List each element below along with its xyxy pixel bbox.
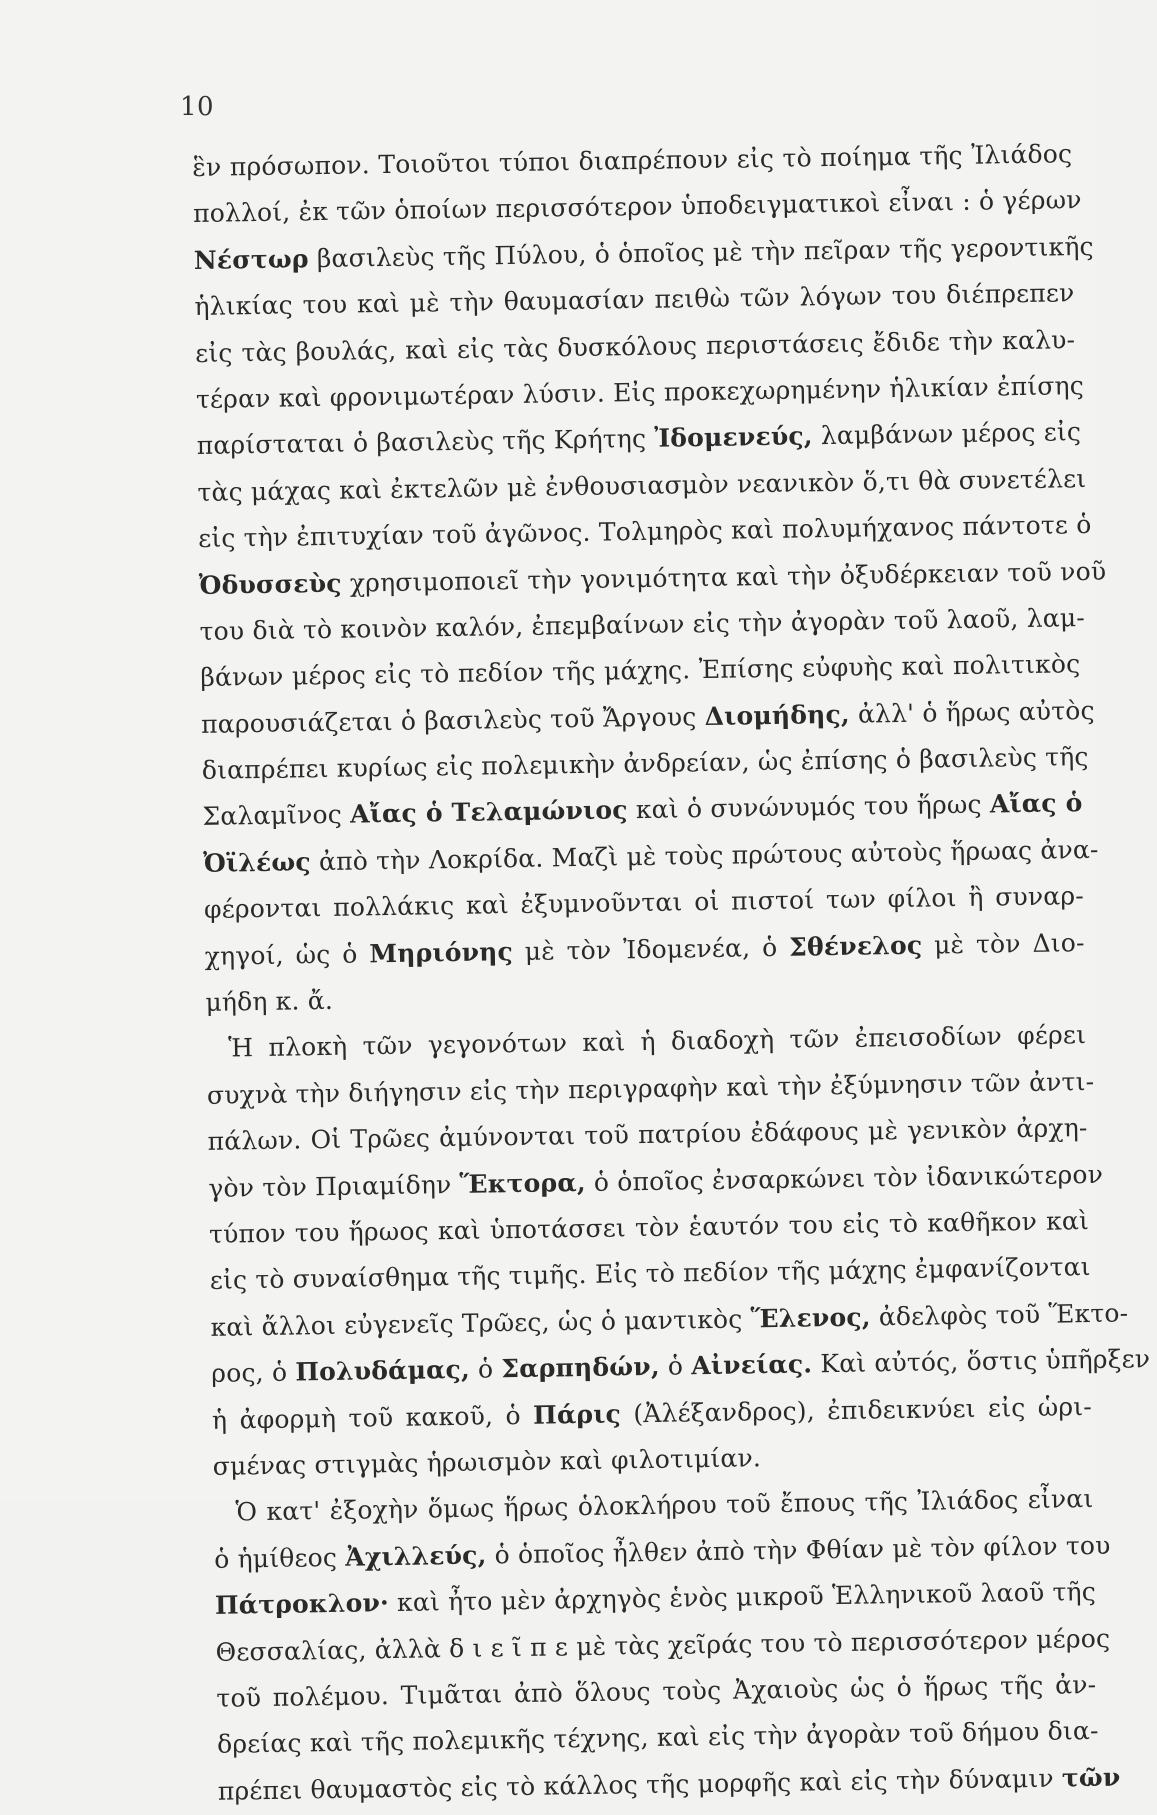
bold-name: Ἕκτορα, <box>459 1167 586 1199</box>
text-run: ὁ <box>469 1354 502 1384</box>
text-run: ρος, ὁ <box>211 1357 296 1389</box>
bold-name: Ἕλενος, <box>750 1302 871 1334</box>
text-run: Καὶ αὐτός, ὅστις ὑπῆρξεν <box>811 1344 1151 1379</box>
text-run: Ἡ πλοκὴ τῶν γεγονότων καὶ ἡ διαδοχὴ τῶν ἐπεισοδίων φέρει <box>227 1020 1087 1063</box>
text-run: ὁ <box>659 1351 692 1381</box>
text-run: μὲ τὸν Διο- <box>922 927 1085 960</box>
text-run: Σαλαμῖνος <box>202 800 351 832</box>
bold-name: Διομήδης, <box>704 699 851 731</box>
text-run: (Ἀλέξανδρος), ἐπιδεικνύει εἰς ὡρι- <box>620 1391 1093 1428</box>
text-run: καὶ ἦτο μὲν ἀρχηγὸς ἑνὸς μικροῦ Ἑλληνικοῦ λαοῦ τῆς <box>388 1577 1097 1618</box>
bold-name: Πάτροκλον· <box>214 1588 390 1620</box>
text-run: ἀλλ' ὁ ἥρως αὐτὸς <box>849 695 1095 729</box>
text-run: μὲ τὸν Ἰδομενέα, ὁ <box>512 932 790 966</box>
text-run: χρησιμοποιεῖ τὴν γονιμότητα καὶ τὴν ὀξυδέρκειαν τοῦ νοῦ <box>341 556 1107 598</box>
text-run: σμένας στιγμὰς ἡρωισμὸν καὶ φιλοτιμίαν. <box>212 1443 762 1481</box>
text-run: συχνὰ τὴν διήγησιν εἰς τὴν περιγραφὴν καὶ τὴν ἐξύμνησιν τῶν ἀντι- <box>206 1066 1095 1110</box>
text-run: ὁ ἡμίθεος <box>213 1542 346 1574</box>
text-run: μήδη κ. ἄ. <box>205 985 334 1017</box>
text-run: ἀδελφὸς τοῦ Ἕκτο- <box>870 1298 1129 1332</box>
text-run: καὶ ἄλλοι εὐγενεῖς Τρῶες, ὡς ὁ μαντικὸς <box>210 1304 751 1342</box>
bold-name: Ὀϊλέως <box>203 847 312 878</box>
text-run: βάνων μέρος εἰς τὸ πεδίον τῆς μάχης. Ἐπίσης εὐφυὴς καὶ πολιτικὸς <box>200 649 1081 693</box>
bold-name: Ἀχιλλεύς, <box>345 1540 487 1572</box>
text-run: εἰς τὸ συναίσθημα τῆς τιμῆς. Εἰς τὸ πεδίον τῆς μάχης ἐμφανίζονται <box>209 1252 1091 1296</box>
text-run: πάλων. Οἱ Τρῶες ἀμύνονται τοῦ πατρίου ἐδάφους μὲ γενικὸν ἀρχη- <box>207 1113 1088 1157</box>
text-run: παρίσταται ὁ βασιλεὺς τῆς Κρήτης <box>196 424 655 461</box>
text-run: εἰς τὴν ἐπιτυχίαν τοῦ ἀγῶνος. Τολμηρὸς καὶ πολυμήχανος πάντοτε ὁ <box>197 510 1092 554</box>
bold-name: Πολυδάμας, <box>295 1354 471 1387</box>
text-run: ἀπὸ τὴν Λοκρίδα. Μαζὶ μὲ τοὺς πρώτους αὐτοὺς ἥρωας ἀνα- <box>310 834 1099 877</box>
text-run: πολλοί, ἐκ τῶν ὁποίων περισσότερον ὑποδειγματικοὶ εἶναι : ὁ γέρων <box>192 185 1082 229</box>
text-run: τέραν καὶ φρονιμωτέραν λύσιν. Εἰς προκεχωρημένην ἡλικίαν ἐπίσης <box>195 370 1085 414</box>
text-run: πρέπει θαυμαστὸς εἰς τὸ κάλλος τῆς μορφῆς καὶ εἰς τὴν δύναμιν <box>217 1763 1063 1806</box>
text-run: Ὁ κατ' ἐξοχὴν ὅμως ἥρως ὁλοκλήρου τοῦ ἔπους τῆς Ἰλιάδος εἶναι <box>235 1484 1094 1527</box>
page-number: 10 <box>180 92 215 122</box>
text-run: τοῦ πολέμου. Τιμᾶται ἀπὸ ὅλους τοὺς Ἀχαιοὺς ὡς ὁ ἥρως τῆς ἀν- <box>216 1669 1097 1713</box>
text-run: δρείας καὶ τῆς πολεμικῆς τέχνης, καὶ εἰς τὴν ἀγορὰν τοῦ δήμου δια- <box>216 1716 1099 1760</box>
bold-name: Σαρπηδών, <box>501 1351 660 1384</box>
text-run: καὶ ὁ συνώνυμός του ἥρως <box>627 790 991 825</box>
text-run: ἡ ἀφορμὴ τοῦ κακοῦ, ὁ <box>211 1400 534 1435</box>
bold-name: Ἰδομενεύς, <box>654 421 813 454</box>
bold-name: Αἰνείας. <box>691 1349 813 1381</box>
bold-name: Νέστωρ <box>193 243 309 275</box>
text-run: ἓν πρόσωπον. Τοιοῦτοι τύποι διαπρέπουν εἰς τὸ ποίημα τῆς Ἰλιάδος <box>192 139 1073 182</box>
bold-name: Αἴας ὁ Τελαμώνιος <box>349 795 628 830</box>
text-run: λαμβάνων μέρος εἰς <box>812 417 1082 451</box>
text-run: γὸν τὸν Πριαμίδην <box>208 1169 460 1203</box>
text-run: ὁ ὁποῖος ἐνσαρκώνει τὸν ἰδανικώτερον <box>585 1159 1104 1197</box>
bold-name: Μηριόνης <box>369 936 514 968</box>
bold-name: Πάρις <box>532 1398 622 1430</box>
bold-name: Σθένελος <box>788 930 923 962</box>
text-run: τὰς μάχας καὶ ἐκτελῶν μὲ ἐνθουσιασμὸν νεανικὸν ὅ,τι θὰ συνετέλει <box>197 463 1087 507</box>
text-run: βασιλεὺς τῆς Πύλου, ὁ ὁποῖος μὲ τὴν πεῖραν τῆς γεροντικῆς <box>308 231 1094 273</box>
text-run: ὁ ὁποῖος ἦλθεν ἀπὸ τὴν Φθίαν μὲ τὸν φίλον του <box>486 1530 1111 1570</box>
text-run: εἰς τὰς βουλάς, καὶ εἰς τὰς δυσκόλους περιστάσεις ἔδιδε τὴν καλυ- <box>195 324 1076 368</box>
bold-name: Ὀδυσσεὺς <box>198 568 342 600</box>
bold-name: Αἴας ὁ <box>989 788 1083 820</box>
text-run: τύπον του ἥρωος καὶ ὑποτάσσει τὸν ἑαυτόν του εἰς τὸ καθῆκον καὶ <box>208 1206 1090 1249</box>
bold-name: τῶν <box>1061 1762 1121 1793</box>
text-run: διαπρέπει κυρίως εἰς πολεμικὴν ἀνδρείαν, ὡς ἐπίσης ὁ βασιλεὺς τῆς <box>201 742 1089 785</box>
text-run: ἡλικίας του καὶ μὲ τὴν θαυμασίαν πειθὼ τῶν λόγων του διέπρεπεν <box>194 278 1075 322</box>
text-run: του διὰ τὸ κοινὸν καλόν, ἐπεμβαίνων εἰς τὴν ἀγορὰν τοῦ λαοῦ, λαμ- <box>199 602 1086 646</box>
text-run: χηγοί, ὡς ὁ <box>204 938 370 971</box>
body-text <box>192 131 1151 1815</box>
text-run: παρουσιάζεται ὁ βασιλεὺς τοῦ Ἄργους <box>200 701 705 739</box>
text-run: φέρονται πολλάκις καὶ ἐξυμνοῦνται οἱ πιστοί των φίλοι ἢ συναρ- <box>203 881 1085 925</box>
text-run: Θεσσαλίας, ἀλλὰ δ ι ε ῖ π ε μὲ τὰς χεῖράς του τὸ περισσότερον μέρος <box>215 1623 1111 1667</box>
